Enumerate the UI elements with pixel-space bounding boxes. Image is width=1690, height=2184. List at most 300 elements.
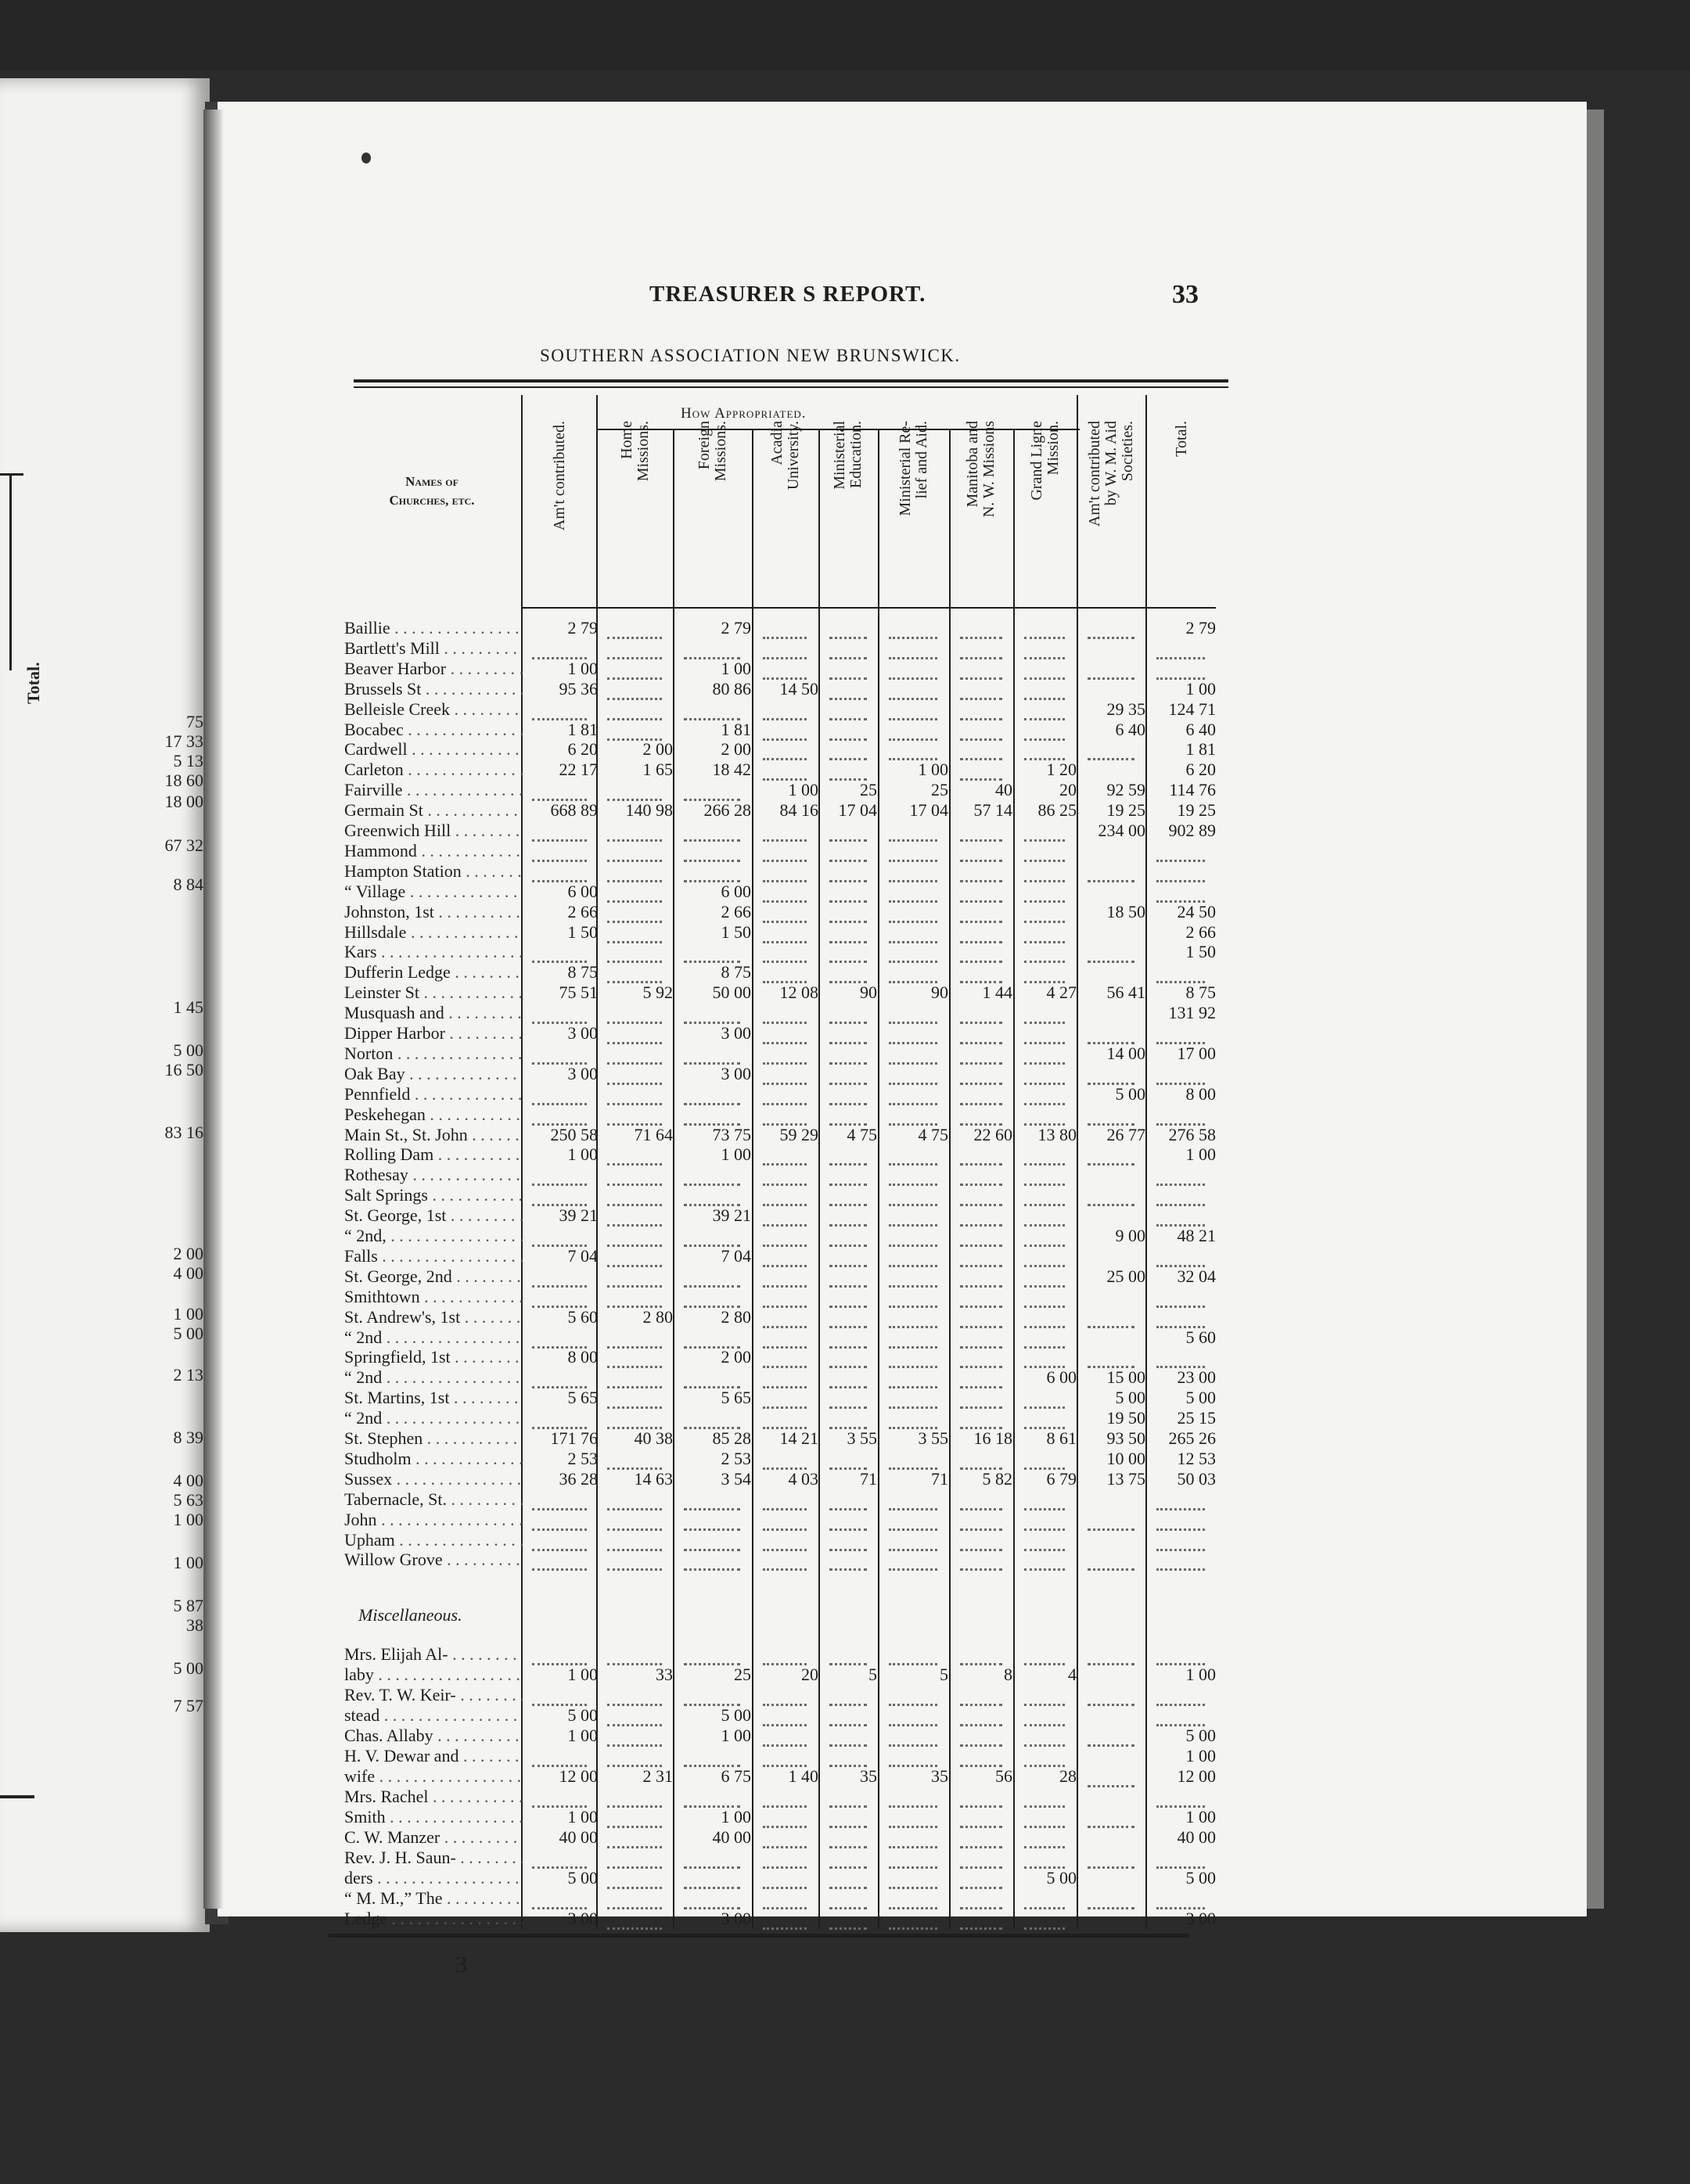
empty-cell-leaders [1156, 1493, 1205, 1510]
cell-wm: 15 00 [1106, 1367, 1145, 1388]
left-page-number: 83 16 [164, 1123, 203, 1142]
empty-cell-leaders [1156, 1533, 1205, 1551]
cell-wm: 18 50 [1106, 901, 1145, 921]
empty-cell-leaders [1024, 1452, 1065, 1470]
empty-cell-leaders [960, 1647, 1002, 1665]
empty-cell-leaders [829, 1331, 867, 1349]
cell-amt: 6 00 [567, 881, 598, 901]
cell-minedu: 71 [860, 1468, 877, 1489]
church-name: St. George, 1st . . . [344, 1205, 523, 1226]
empty-cell-leaders [889, 621, 937, 639]
empty-cell-leaders [684, 1411, 740, 1429]
church-name: Bartlett's Mill . . . [344, 638, 523, 659]
empty-cell-leaders [684, 1533, 740, 1551]
empty-cell-leaders [960, 1533, 1002, 1551]
table-subtitle: SOUTHERN ASSOCIATION NEW BRUNSWICK. [540, 346, 961, 365]
cell-wm: 56 41 [1106, 982, 1145, 1003]
empty-cell-leaders [763, 1370, 807, 1388]
table-row [0, 1367, 1252, 1388]
empty-cell-leaders [829, 1209, 867, 1227]
cell-amt: 171 76 [550, 1428, 598, 1448]
column-header-line: Foreign [696, 421, 713, 470]
cell-acadia: 59 29 [779, 1124, 818, 1144]
empty-cell-leaders [763, 1108, 807, 1126]
empty-cell-leaders [1024, 1026, 1065, 1044]
cell-grand: 28 [1059, 1766, 1077, 1786]
table-row [0, 1766, 1252, 1787]
empty-cell-leaders [763, 641, 807, 659]
empty-cell-leaders [889, 1553, 937, 1571]
church-name: “ 2nd . . . [344, 1408, 523, 1428]
cell-total: 12 00 [1177, 1766, 1216, 1786]
empty-cell-leaders [829, 763, 867, 781]
empty-cell-leaders [684, 641, 740, 659]
empty-cell-leaders [763, 1912, 807, 1930]
empty-cell-leaders [1024, 1168, 1065, 1186]
cell-foreign: 2 66 [721, 901, 751, 921]
empty-cell-leaders [960, 702, 1002, 720]
cell-total: 8 75 [1185, 982, 1216, 1003]
empty-cell-leaders [1024, 925, 1065, 943]
cell-amt: 75 51 [559, 982, 598, 1003]
empty-cell-leaders [684, 945, 740, 963]
empty-cell-leaders [889, 1729, 937, 1747]
church-name: Hammond . . . [344, 841, 523, 861]
empty-cell-leaders [607, 925, 662, 943]
empty-cell-leaders [1024, 905, 1065, 923]
cell-relief: 3 55 [918, 1428, 948, 1448]
table-row [0, 1044, 1252, 1064]
empty-cell-leaders [829, 965, 867, 983]
cell-foreign: 85 28 [712, 1428, 751, 1448]
empty-cell-leaders [829, 1249, 867, 1267]
church-name: Brussels St . . . [344, 679, 523, 699]
empty-cell-leaders [607, 945, 662, 963]
table-row [0, 1848, 1252, 1868]
empty-cell-leaders [1156, 1209, 1205, 1227]
empty-cell-leaders [607, 1513, 662, 1531]
empty-cell-leaders [607, 1006, 662, 1024]
empty-cell-leaders [763, 1391, 807, 1409]
empty-cell-leaders [763, 1087, 807, 1105]
cell-total: 1 00 [1185, 1665, 1216, 1684]
cell-foreign: 3 00 [721, 1909, 751, 1928]
column-header [832, 421, 865, 601]
cell-amt: 2 53 [567, 1448, 598, 1468]
table-row [0, 1469, 1252, 1489]
left-page-number: 17 33 [164, 731, 203, 751]
empty-cell-leaders [607, 1249, 662, 1267]
empty-cell-leaders [1024, 702, 1065, 720]
empty-cell-leaders [532, 1790, 587, 1808]
cell-foreign: 2 00 [721, 1347, 751, 1367]
cell-relief: 17 04 [909, 800, 948, 821]
cell-total: 124 71 [1168, 699, 1216, 719]
empty-cell-leaders [763, 742, 807, 760]
empty-cell-leaders [889, 1533, 937, 1551]
empty-cell-leaders [889, 1647, 937, 1665]
church-name: Sussex . . . [344, 1469, 523, 1489]
column-header-line: Missions. [635, 421, 652, 482]
cell-foreign: 1 00 [721, 1144, 751, 1165]
empty-cell-leaders [684, 1493, 740, 1510]
cell-acadia: 4 03 [788, 1468, 818, 1489]
left-page-number: 5 13 [173, 751, 203, 771]
empty-cell-leaders [763, 1249, 807, 1267]
table-row [0, 1226, 1252, 1246]
table-row [0, 800, 1252, 821]
church-name: Cardwell . . . [344, 739, 523, 760]
names-header-line: Names of [405, 474, 458, 489]
empty-cell-leaders [607, 682, 662, 700]
table-row [0, 1705, 1252, 1726]
table-row [0, 1408, 1252, 1428]
cell-foreign: 3 54 [721, 1468, 751, 1489]
church-name: Mrs. Elijah Al- . . . [344, 1644, 523, 1665]
empty-cell-leaders [763, 1331, 807, 1349]
empty-cell-leaders [829, 1452, 867, 1470]
signature-mark: 3 [455, 1952, 467, 1977]
empty-cell-leaders [532, 702, 587, 720]
empty-cell-leaders [607, 662, 662, 680]
empty-cell-leaders [829, 1912, 867, 1930]
empty-cell-leaders [889, 905, 937, 923]
column-header-line: Ministerial [831, 421, 848, 490]
table-row [0, 1665, 1252, 1685]
table-row [0, 1266, 1252, 1287]
cell-minedu: 35 [860, 1766, 877, 1786]
empty-cell-leaders [607, 1108, 662, 1126]
church-name: Pennfield . . . [344, 1084, 523, 1105]
cell-wm: 25 00 [1106, 1266, 1145, 1286]
cell-relief: 4 75 [918, 1124, 948, 1144]
cell-relief: 1 00 [918, 760, 948, 780]
cell-amt: 2 66 [567, 901, 598, 921]
empty-cell-leaders [889, 864, 937, 882]
empty-cell-leaders [1156, 885, 1205, 903]
empty-cell-leaders [763, 1188, 807, 1206]
church-name: Smith . . . [344, 1807, 523, 1827]
empty-cell-leaders [1156, 1513, 1205, 1531]
table-row [0, 902, 1252, 922]
church-name: Rothesay . . . [344, 1165, 523, 1185]
cell-wm: 19 50 [1106, 1408, 1145, 1428]
empty-cell-leaders [532, 1553, 587, 1571]
empty-cell-leaders [960, 641, 1002, 659]
empty-cell-leaders [607, 1026, 662, 1044]
empty-cell-leaders [829, 844, 867, 862]
empty-cell-leaders [763, 885, 807, 903]
column-header-line: University. [785, 421, 802, 490]
empty-cell-leaders [960, 1108, 1002, 1126]
empty-cell-leaders [1024, 824, 1065, 842]
cell-minedu: 5 [868, 1665, 877, 1684]
empty-cell-leaders [1024, 945, 1065, 963]
empty-cell-leaders [829, 1533, 867, 1551]
cell-wm: 5 00 [1115, 1083, 1145, 1104]
empty-cell-leaders [829, 1647, 867, 1665]
empty-cell-leaders [1156, 1647, 1205, 1665]
empty-cell-leaders [763, 1290, 807, 1308]
empty-cell-leaders [684, 1891, 740, 1909]
church-name: Beaver Harbor . . . [344, 659, 523, 679]
church-name: Mrs. Rachel . . . [344, 1787, 523, 1807]
empty-cell-leaders [607, 1047, 662, 1065]
empty-cell-leaders [1024, 1708, 1065, 1726]
empty-cell-leaders [763, 1553, 807, 1571]
empty-cell-leaders [1156, 1168, 1205, 1186]
cell-amt: 2 79 [567, 618, 598, 638]
table-row [0, 1489, 1252, 1510]
empty-cell-leaders [1024, 1688, 1065, 1706]
left-page-number: 8 39 [173, 1428, 203, 1447]
cell-amt: 1 00 [567, 1726, 598, 1745]
empty-cell-leaders [1024, 1229, 1065, 1247]
empty-cell-leaders [960, 1830, 1002, 1848]
empty-cell-leaders [532, 844, 587, 862]
empty-cell-leaders [532, 1647, 587, 1665]
empty-cell-leaders [1088, 1647, 1134, 1665]
empty-cell-leaders [1156, 1688, 1205, 1706]
cell-home: 2 80 [642, 1306, 673, 1327]
empty-cell-leaders [960, 885, 1002, 903]
empty-cell-leaders [607, 621, 662, 639]
empty-cell-leaders [960, 682, 1002, 700]
empty-cell-leaders [1088, 1553, 1134, 1571]
column-header-line: Mission. [1045, 421, 1062, 476]
church-name: C. W. Manzer . . . [344, 1827, 523, 1848]
empty-cell-leaders [1024, 1851, 1065, 1869]
empty-cell-leaders [829, 1790, 867, 1808]
table-row [0, 1165, 1252, 1185]
empty-cell-leaders [829, 1006, 867, 1024]
empty-cell-leaders [889, 1708, 937, 1726]
empty-cell-leaders [889, 945, 937, 963]
empty-cell-leaders [1024, 1290, 1065, 1308]
church-name: St. Martins, 1st . . . [344, 1388, 523, 1408]
cell-acadia: 84 16 [779, 800, 818, 821]
empty-cell-leaders [1156, 1188, 1205, 1206]
empty-cell-leaders [889, 1810, 937, 1828]
empty-cell-leaders [532, 1087, 587, 1105]
empty-cell-leaders [889, 1188, 937, 1206]
table-row [0, 1064, 1252, 1084]
empty-cell-leaders [1024, 1790, 1065, 1808]
cell-total: 25 15 [1177, 1408, 1216, 1428]
empty-cell-leaders [829, 1513, 867, 1531]
cell-amt: 8 75 [567, 962, 598, 982]
cell-foreign: 1 00 [721, 658, 751, 678]
empty-cell-leaders [829, 1370, 867, 1388]
empty-cell-leaders [763, 824, 807, 842]
cell-foreign: 25 [734, 1665, 751, 1684]
left-page-number: 67 32 [164, 835, 203, 855]
empty-cell-leaders [889, 1513, 937, 1531]
church-name: Peskehegan . . . [344, 1105, 523, 1125]
empty-cell-leaders [763, 763, 807, 781]
empty-cell-leaders [532, 945, 587, 963]
left-page-number: 18 60 [164, 771, 203, 790]
empty-cell-leaders [1156, 844, 1205, 862]
cell-foreign: 3 00 [721, 1023, 751, 1043]
empty-cell-leaders [684, 1006, 740, 1024]
table-row [0, 861, 1252, 882]
cell-relief: 71 [931, 1468, 948, 1489]
empty-cell-leaders [829, 1553, 867, 1571]
cell-manitoba: 56 [995, 1766, 1012, 1786]
cell-total: 32 04 [1177, 1266, 1216, 1286]
cell-total: 276 58 [1168, 1124, 1216, 1144]
page-number: 33 [1172, 280, 1199, 309]
cell-total: 131 92 [1168, 1003, 1216, 1023]
empty-cell-leaders [889, 1087, 937, 1105]
empty-cell-leaders [532, 1229, 587, 1247]
cell-amt: 5 65 [567, 1388, 598, 1408]
empty-cell-leaders [1024, 1331, 1065, 1349]
cell-home: 14 63 [634, 1468, 673, 1489]
church-name: Leinster St . . . [344, 982, 523, 1003]
empty-cell-leaders [889, 1168, 937, 1186]
cell-manitoba: 57 14 [973, 800, 1012, 821]
cell-foreign: 8 75 [721, 962, 751, 982]
church-name: Ledge . . . [344, 1909, 523, 1929]
empty-cell-leaders [684, 1229, 740, 1247]
empty-cell-leaders [763, 1533, 807, 1551]
empty-cell-leaders [829, 1810, 867, 1828]
church-name: Chas. Allaby . . . [344, 1726, 523, 1746]
empty-cell-leaders [607, 641, 662, 659]
cell-relief: 35 [931, 1766, 948, 1786]
empty-cell-leaders [763, 1067, 807, 1085]
empty-cell-leaders [1156, 1249, 1205, 1267]
cell-grand: 13 80 [1037, 1124, 1077, 1144]
left-page-number: 4 00 [173, 1263, 203, 1283]
empty-cell-leaders [829, 1270, 867, 1288]
empty-cell-leaders [684, 1331, 740, 1349]
empty-cell-leaders [763, 1688, 807, 1706]
column-header-line: Grand Ligne [1028, 421, 1045, 501]
empty-cell-leaders [889, 1067, 937, 1085]
empty-cell-leaders [960, 1810, 1002, 1828]
cell-home: 1 65 [642, 760, 673, 780]
cell-amt: 7 04 [567, 1245, 598, 1266]
empty-cell-leaders [684, 864, 740, 882]
table-row [0, 1428, 1252, 1449]
empty-cell-leaders [532, 1370, 587, 1388]
cell-amt: 3 00 [567, 1023, 598, 1043]
empty-cell-leaders [889, 1331, 937, 1349]
empty-cell-leaders [829, 1350, 867, 1368]
empty-cell-leaders [889, 1830, 937, 1848]
table-bottom-rule [329, 1934, 1189, 1938]
left-page-number: 16 50 [164, 1060, 203, 1079]
empty-cell-leaders [1024, 723, 1065, 741]
cell-total: 5 00 [1185, 1388, 1216, 1408]
empty-cell-leaders [960, 1350, 1002, 1368]
names-header-line: Churches, etc. [389, 493, 475, 508]
empty-cell-leaders [607, 1148, 662, 1166]
cell-manitoba: 40 [995, 780, 1012, 800]
cell-minedu: 17 04 [838, 800, 877, 821]
church-name: ders . . . [344, 1868, 523, 1888]
table-row [0, 1307, 1252, 1327]
table-row [0, 1084, 1252, 1105]
cell-acadia: 20 [801, 1665, 818, 1684]
cell-manitoba: 1 44 [982, 982, 1012, 1003]
cell-wm: 19 25 [1106, 800, 1145, 821]
cell-home: 40 38 [634, 1428, 673, 1448]
empty-cell-leaders [763, 723, 807, 741]
cell-foreign: 6 00 [721, 881, 751, 901]
cell-acadia: 1 00 [788, 780, 818, 800]
empty-cell-leaders [960, 905, 1002, 923]
empty-cell-leaders [889, 1047, 937, 1065]
miscellaneous-heading: Miscellaneous. [358, 1605, 462, 1625]
empty-cell-leaders [889, 965, 937, 983]
church-name: wife . . . [344, 1766, 523, 1787]
column-header [769, 421, 802, 601]
empty-cell-leaders [829, 1729, 867, 1747]
empty-cell-leaders [1156, 662, 1205, 680]
empty-cell-leaders [829, 702, 867, 720]
empty-cell-leaders [889, 1350, 937, 1368]
cell-grand: 5 00 [1046, 1868, 1077, 1888]
empty-cell-leaders [1088, 1513, 1134, 1531]
cell-home: 140 98 [625, 800, 673, 821]
church-name: Studholm . . . [344, 1449, 523, 1469]
column-header [1087, 421, 1136, 601]
empty-cell-leaders [607, 824, 662, 842]
empty-cell-leaders [829, 1749, 867, 1767]
empty-cell-leaders [829, 1108, 867, 1126]
empty-cell-leaders [763, 1148, 807, 1166]
cell-total: 5 00 [1185, 1868, 1216, 1888]
empty-cell-leaders [1156, 1310, 1205, 1328]
empty-cell-leaders [684, 702, 740, 720]
empty-cell-leaders [960, 1553, 1002, 1571]
cell-foreign: 3 00 [721, 1063, 751, 1083]
empty-cell-leaders [960, 1270, 1002, 1288]
empty-cell-leaders [532, 1108, 587, 1126]
column-header [965, 421, 998, 601]
table-row [0, 1388, 1252, 1408]
empty-cell-leaders [684, 1047, 740, 1065]
cell-amt: 1 00 [567, 1807, 598, 1827]
empty-cell-leaders [532, 1270, 587, 1288]
empty-cell-leaders [763, 1708, 807, 1726]
empty-cell-leaders [763, 1229, 807, 1247]
column-header-line: Acadia [768, 421, 786, 465]
empty-cell-leaders [960, 1688, 1002, 1706]
empty-cell-leaders [960, 763, 1002, 781]
church-name: Smithtown . . . [344, 1287, 523, 1307]
cell-total: 50 03 [1177, 1468, 1216, 1489]
cell-amt: 5 00 [567, 1705, 598, 1725]
table-row [0, 1105, 1252, 1125]
empty-cell-leaders [607, 965, 662, 983]
empty-cell-leaders [829, 662, 867, 680]
empty-cell-leaders [889, 1148, 937, 1166]
empty-cell-leaders [1024, 1493, 1065, 1510]
empty-cell-leaders [1024, 1188, 1065, 1206]
empty-cell-leaders [763, 1790, 807, 1808]
empty-cell-leaders [1088, 1729, 1134, 1747]
empty-cell-leaders [1156, 1350, 1205, 1368]
cell-amt: 1 00 [567, 1665, 598, 1684]
ink-dot [361, 153, 371, 163]
empty-cell-leaders [1024, 1350, 1065, 1368]
cell-acadia: 1 40 [788, 1766, 818, 1786]
